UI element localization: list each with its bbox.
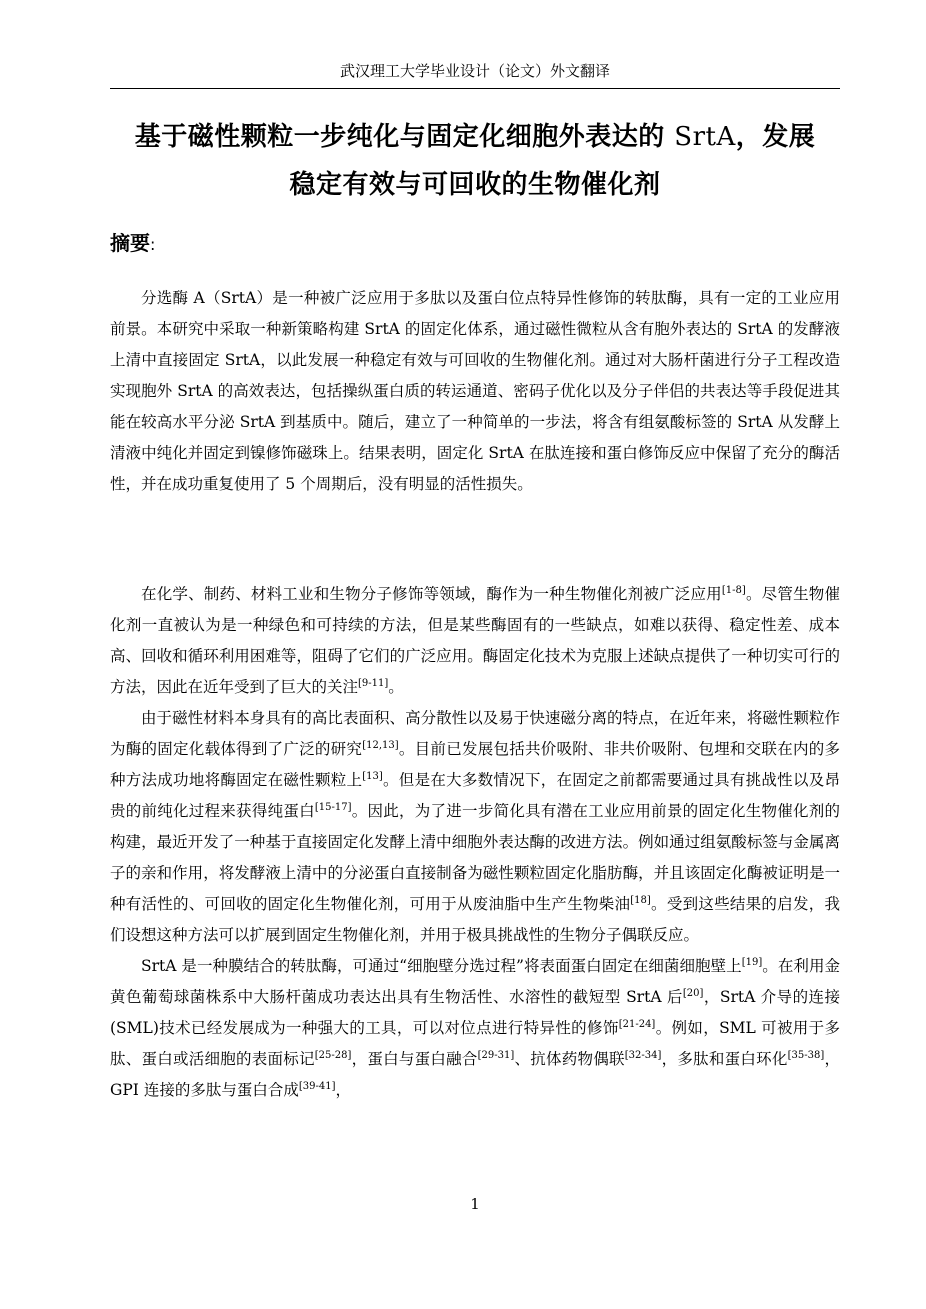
citation: [13]	[362, 770, 383, 782]
title-line-1-suffix: ，发展	[735, 122, 816, 152]
citation: [39-41]	[298, 1080, 336, 1092]
abstract-heading	[110, 229, 155, 259]
text-run: ，蛋白与蛋白融合	[351, 1050, 478, 1068]
citation: [12,13]	[362, 739, 399, 751]
citation: [25-28]	[314, 1049, 352, 1061]
text-run: 。因此，为了进一步简化具有潜在工业应用前景的固定化生物催化剂的构建，最近开发了一种基于直接固定化发酵上清中细胞外表达酶的改进方法。例如通过组氨酸标签与金属离子的亲和作用，将发酵液上清中的分泌蛋白直接制备为磁性颗粒固定化脂肪酶，并且该固定化酶被证明是一种有活性的、可回收的固定化生物催化剂，可用于从废油脂中生产生物柴油	[110, 802, 840, 913]
abstract-body	[110, 283, 840, 500]
text-run: 。在利用金黄色葡萄球菌株系中大肠杆菌成功表达出具有生物活性、水溶性的截短型 SrtA 后	[110, 957, 840, 1006]
text-run: 。尽管生物催化剂一直被认为是一种绿色和可持续的方法，但是某些酶固有的一些缺点，如难以获得、稳定性差、成本高、回收和循环利用困难等，阻碍了它们的广泛应用。酶固定化技术为克服上述缺点提供了一种切实可行的方法，因此在近年受到了巨大的关注	[110, 585, 840, 696]
citation: [20]	[682, 987, 704, 999]
text-run: ，	[335, 1081, 352, 1099]
text-run: 由于磁性材料本身具有的高比表面积、高分散性以及易于快速磁分离的特点，在近年来，将磁性颗粒作为酶的固定化载体得到了广泛的研究	[110, 709, 840, 758]
body-text	[110, 579, 840, 1106]
citation: [9-11]	[358, 677, 389, 689]
body-paragraph-3	[110, 951, 840, 1106]
text-run: ，SrtA 介导的连接(SML)技术已经发展成为一种强大的工具，可以对位点进行特异性的修饰	[110, 988, 840, 1037]
text-run: 在化学、制药、材料工业和生物分子修饰等领域，酶作为一种生物催化剂被广泛应用	[141, 585, 722, 603]
body-paragraph-1	[110, 579, 840, 703]
abstract-heading-colon: :	[150, 235, 156, 254]
citation: [21-24]	[618, 1018, 656, 1030]
abstract-heading-label: 摘要	[110, 231, 150, 255]
text-run: 。例如，SML 可被用于多肽、蛋白或活细胞的表面标记	[110, 1019, 840, 1068]
paper-title	[110, 113, 840, 209]
text-run: 。受到这些结果的启发，我们设想这种方法可以扩展到固定生物催化剂，并用于极具挑战性的生物分子偶联反应。	[110, 895, 840, 944]
text-run: SrtA 是一种膜结合的转肽酶，可通过“细胞壁分选过程”将表面蛋白固定在细菌细胞壁上	[141, 957, 742, 975]
citation: [15-17]	[314, 801, 352, 813]
text-run: ，GPI 连接的多肽与蛋白合成	[110, 1050, 840, 1099]
citation: [29-31]	[477, 1049, 515, 1061]
text-run: ，多肽和蛋白环化	[661, 1050, 788, 1068]
citation: [1-8]	[721, 584, 746, 596]
title-line-2: 稳定有效与可回收的生物催化剂	[289, 170, 661, 200]
citation: [18]	[630, 894, 651, 906]
text-run: 、抗体药物偶联	[514, 1050, 625, 1068]
running-header: 武汉理工大学毕业设计（论文）外文翻译	[339, 62, 610, 80]
citation: [35-38]	[787, 1049, 825, 1061]
title-line-1	[110, 113, 840, 161]
abstract-paragraph: 分选酶 A（SrtA）是一种被广泛应用于多肽以及蛋白位点特异性修饰的转肽酶，具有一定的工业应用前景。本研究中采取一种新策略构建 SrtA 的固定化体系，通过磁性微粒从含有胞外表达的 SrtA 的发酵液上清中直接固定 SrtA，以此发展一种稳定有效与可回收的生物催化剂。通过对大肠杆菌进行分子工程改造实现胞外 SrtA 的高效表达，包括操纵蛋白质的转运通道、密码子优化以及分子伴侣的共表达等手段促进其能在较高水平分泌 SrtA 到基质中。随后，建立了一种简单的一步法，将含有组氨酸标签的 SrtA 从发酵上清液中纯化并固定到镍修饰磁珠上。结果表明，固定化 SrtA 在肽连接和蛋白修饰反应中保留了充分的酶活性，并在成功重复使用了 5 个周期后，没有明显的活性损失。	[110, 289, 840, 493]
title-line-1-prefix: 基于磁性颗粒一步纯化与固定化细胞外表达的	[134, 122, 675, 152]
citation: [19]	[741, 956, 763, 968]
text-run: 。但是在大多数情况下，在固定之前都需要通过具有挑战性以及昂贵的前纯化过程来获得纯蛋白	[110, 771, 840, 820]
text-run: 。	[388, 678, 404, 696]
text-run: 。目前已发展包括共价吸附、非共价吸附、包埋和交联在内的多种方法成功地将酶固定在磁性颗粒上	[110, 740, 840, 789]
header-rule	[110, 88, 840, 89]
body-paragraph-2	[110, 703, 840, 951]
citation: [32-34]	[624, 1049, 662, 1061]
title-srta: SrtA	[674, 122, 736, 152]
page-number: 1	[470, 1195, 480, 1213]
